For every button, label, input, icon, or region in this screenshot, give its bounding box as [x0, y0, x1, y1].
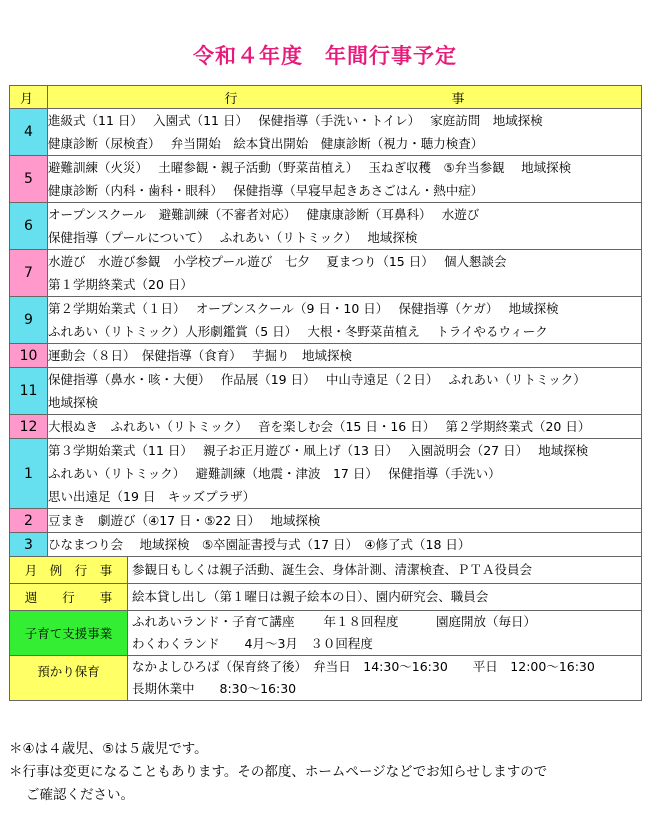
event-line: 地域探検: [48, 395, 99, 410]
month-cell: 2: [10, 509, 48, 533]
month-row: [10, 533, 642, 557]
recurring-content: [128, 611, 642, 656]
month-cell: 9: [10, 297, 48, 344]
month-events-cell: [48, 439, 642, 509]
event-line: ふれあい（リトミック）人形劇鑑賞（5 日） 大根・冬野菜苗植え トライやるウィーク: [48, 324, 548, 339]
schedule-table: [9, 85, 642, 701]
month-events-cell: [48, 297, 642, 344]
month-cell: 3: [10, 533, 48, 557]
table-header-row: [10, 86, 642, 109]
recurring-content: [128, 584, 642, 611]
month-row: [10, 439, 642, 509]
event-line: 健康診断（内科・歯科・眼科） 保健指導（早寝早起きあさごはん・熱中症）: [48, 183, 484, 198]
month-cell: 12: [10, 415, 48, 439]
recurring-line: 長期休業中 8:30～16:30: [132, 681, 297, 696]
notes: [9, 738, 645, 807]
month-events-cell: [48, 156, 642, 203]
page-title: 令和４年度 年間行事予定: [193, 44, 457, 68]
month-cell: 7: [10, 250, 48, 297]
month-events-cell: [48, 368, 642, 415]
recurring-line: わくわくランド 4月～3月 ３０回程度: [132, 636, 373, 651]
event-line: 進級式（11 日） 入園式（11 日） 保健指導（手洗い・トイレ） 家庭訪問 地域探検: [48, 113, 543, 128]
event-line: 健康診断（尿検査） 弁当開始 絵本貸出開始 健康診断（視力・聴力検査）: [48, 136, 484, 151]
recurring-row: [10, 584, 642, 611]
event-line: 豆まき 劇遊び（④17 日・⑤22 日） 地域探検: [48, 513, 321, 528]
month-cell: 4: [10, 109, 48, 156]
recurring-content: [128, 656, 642, 701]
month-cell: 5: [10, 156, 48, 203]
month-cell: 11: [10, 368, 48, 415]
month-events-cell: [48, 250, 642, 297]
month-row: [10, 509, 642, 533]
month-cell: 1: [10, 439, 48, 509]
month-row: [10, 297, 642, 344]
month-cell: 6: [10, 203, 48, 250]
header-month: 月: [10, 86, 48, 109]
recurring-row: [10, 611, 642, 656]
event-line: 水遊び 水遊び参観 小学校プール遊び 七夕 夏まつり（15 日） 個人懇談会: [48, 254, 507, 269]
event-line: 第３学期始業式（11 日） 親子お正月遊び・凧上げ（13 日） 入園説明会（27 日） 地域探検: [48, 443, 589, 458]
note-3: ご確認ください。: [26, 787, 134, 803]
event-line: ひなまつり会 地域探検 ⑤卒園証書授与式（17 日） ④修了式（18 日）: [48, 537, 471, 552]
recurring-row: [10, 557, 642, 584]
recurring-content: [128, 557, 642, 584]
recurring-label: 子育て支援事業: [10, 611, 128, 656]
recurring-line: 絵本貸し出し（第１曜日は親子絵本の日）、園内研究会、職員会: [132, 589, 489, 604]
month-row: [10, 109, 642, 156]
month-events-cell: [48, 509, 642, 533]
month-cell: 10: [10, 344, 48, 368]
month-row: [10, 250, 642, 297]
month-row: [10, 203, 642, 250]
month-events-cell: [48, 533, 642, 557]
header-events-label: 行事: [224, 91, 465, 107]
month-row: [10, 344, 642, 368]
event-line: 第２学期始業式（１日） オープンスクール（9 日・10 日） 保健指導（ケガ） 地域探検: [48, 301, 559, 316]
month-events-cell: [48, 203, 642, 250]
recurring-line: なかよしひろば（保育終了後） 弁当日 14:30～16:30 平日 12:00～16:30: [132, 659, 595, 674]
event-line: 大根ぬき ふれあい（リトミック） 音を楽しむ会（15 日・16 日） 第２学期終業式（20 日）: [48, 419, 591, 434]
month-row: [10, 156, 642, 203]
header-events: [48, 86, 642, 109]
recurring-label: 月 例 行 事: [10, 557, 128, 584]
event-line: 第１学期終業式（20 日）: [48, 277, 193, 292]
recurring-label: 預かり保育: [10, 656, 128, 701]
event-line: 避難訓練（火災） 土曜参観・親子活動（野菜苗植え） 玉ねぎ収穫 ⑤弁当参観 地域探検: [48, 160, 572, 175]
recurring-line: 参観日もしくは親子活動、誕生会、身体計測、清潔検査、ＰＴＡ役員会: [132, 562, 533, 577]
recurring-row: [10, 656, 642, 701]
month-row: [10, 415, 642, 439]
recurring-label: 週 行 事: [10, 584, 128, 611]
month-events-cell: [48, 344, 642, 368]
event-line: ふれあい（リトミック） 避難訓練（地震・津波 17 日） 保健指導（手洗い）: [48, 466, 501, 481]
event-line: 思い出遠足（19 日 キッズプラザ）: [48, 489, 256, 504]
note-1: ＊④は４歳児、⑤は５歳児です。: [9, 741, 208, 757]
event-line: オープンスクール 避難訓練（不審者対応） 健康康診断（耳鼻科） 水遊び: [48, 207, 480, 222]
event-line: 保健指導（鼻水・咳・大便） 作品展（19 日） 中山寺遠足（２日） ふれあい（リトミック）: [48, 372, 586, 387]
event-line: 運動会（８日） 保健指導（食育） 芋掘り 地域探検: [48, 348, 352, 363]
month-events-cell: [48, 109, 642, 156]
recurring-line: ふれあいランド・子育て講座 年１８回程度 園庭開放（毎日）: [132, 614, 536, 629]
month-row: [10, 368, 642, 415]
month-events-cell: [48, 415, 642, 439]
note-2: ＊行事は変更になることもあります。その都度、ホームページなどでお知らせしますので: [9, 764, 548, 780]
event-line: 保健指導（プールについて） ふれあい（リトミック） 地域探検: [48, 230, 418, 245]
